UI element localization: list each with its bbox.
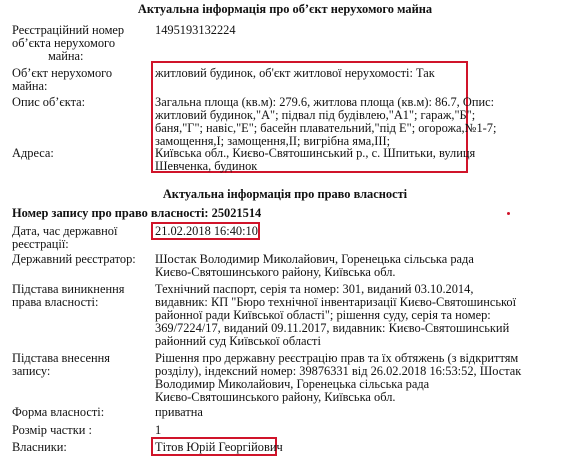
label-ownership-basis — [12, 283, 124, 309]
label-registration-date — [12, 225, 117, 251]
address-line: Шевченка, будинок — [155, 159, 258, 173]
label-line: Об’єкт нерухомого — [12, 66, 113, 80]
label-object-description: Опис об’єкта: — [12, 95, 86, 109]
basis-line: Технічний паспорт, серія та номер: 301, виданий 03.10.2014, — [155, 282, 474, 296]
entry-line: Володимир Миколайович, Горенецька сільська рада — [155, 377, 430, 391]
label-share-size: Розмір частки : — [12, 423, 92, 437]
basis-line: районний суд Київської області — [155, 334, 321, 348]
value-share-size: 1 — [155, 423, 162, 437]
value-registrar — [155, 253, 474, 279]
label-line: Дата, час державної — [12, 224, 118, 238]
label-registrar: Державний реєстратор: — [12, 252, 136, 266]
value-entry-basis — [155, 352, 521, 404]
label-line: Підстава виникнення — [12, 282, 125, 296]
ownership-record-number: Номер запису про право власності: 25021514 — [12, 206, 262, 220]
red-dot-marker — [507, 212, 510, 215]
label-line: запису: — [12, 364, 51, 378]
section-title-ownership: Актуальна інформація про право власності — [162, 187, 408, 201]
value-registration-number: 1495193132224 — [155, 23, 236, 37]
label-property-object — [12, 67, 112, 93]
entry-line: розділу), індексний номер: 39876331 від 26.02.2018 16:53:52, Шостак — [155, 364, 522, 378]
label-address: Адреса: — [12, 146, 54, 160]
description-line: замощення,I; замощення,II; вигрібна яма,III; — [155, 134, 391, 148]
label-line: реєстрації: — [12, 237, 69, 251]
label-owners: Власники: — [12, 440, 67, 454]
registrar-line: Шостак Володимир Миколайович, Горенецька сільська рада — [155, 252, 474, 266]
value-address — [155, 147, 475, 173]
label-ownership-form: Форма власності: — [12, 405, 105, 419]
entry-line: Рішення про державну реєстрацію прав та їх обтяжень (з відкриттям — [155, 351, 519, 365]
basis-line: районної ради Київської області"; рішення суду, серія та номер: — [155, 308, 491, 322]
label-line: права власності: — [12, 295, 99, 309]
description-line: баня,"Г"; навіс,"Е"; басейн плавательний,"під Е"; огорожа,№1-7; — [155, 121, 497, 135]
basis-line: 369/7224/17, виданий 09.11.2017, видавник: Києво-Святошинський — [155, 321, 510, 335]
address-line: Київська обл., Києво-Святошинський р., с. Шпитьки, вулиця — [155, 146, 476, 160]
registrar-line: Києво-Святошинського району, Київська обл. — [155, 265, 396, 279]
label-line: майна: — [12, 79, 48, 93]
value-registration-date: 21.02.2018 16:40:10 — [155, 224, 258, 238]
basis-line: видавник: КП "Бюро технічної інвентаризації Києво-Святошинської — [155, 295, 517, 309]
label-registration-number — [12, 24, 124, 63]
label-line: об’єкта нерухомого — [12, 36, 116, 50]
description-line: житловий будинок,"А"; підвал під будівлею,"А1"; гараж,"Б"; — [155, 108, 476, 122]
label-line: Підстава внесення — [12, 351, 110, 365]
entry-line: Києво-Святошинського району, Київська обл. — [155, 390, 396, 404]
label-line: майна: — [48, 49, 84, 63]
section-title-property: Актуальна інформація про об’єкт нерухомого майна — [137, 2, 433, 16]
value-ownership-basis — [155, 283, 516, 348]
label-entry-basis — [12, 352, 110, 378]
value-owners: Тітов Юрій Георгійович — [155, 440, 283, 454]
description-line: Загальна площа (кв.м): 279.6, житлова площа (кв.м): 86.7, Опис: — [155, 95, 495, 109]
value-object-description — [155, 96, 496, 148]
label-line: Реєстраційний номер — [12, 23, 125, 37]
value-property-object: житловий будинок, об'єкт житлової нерухомості: Так — [155, 66, 435, 80]
value-ownership-form: приватна — [155, 405, 203, 419]
